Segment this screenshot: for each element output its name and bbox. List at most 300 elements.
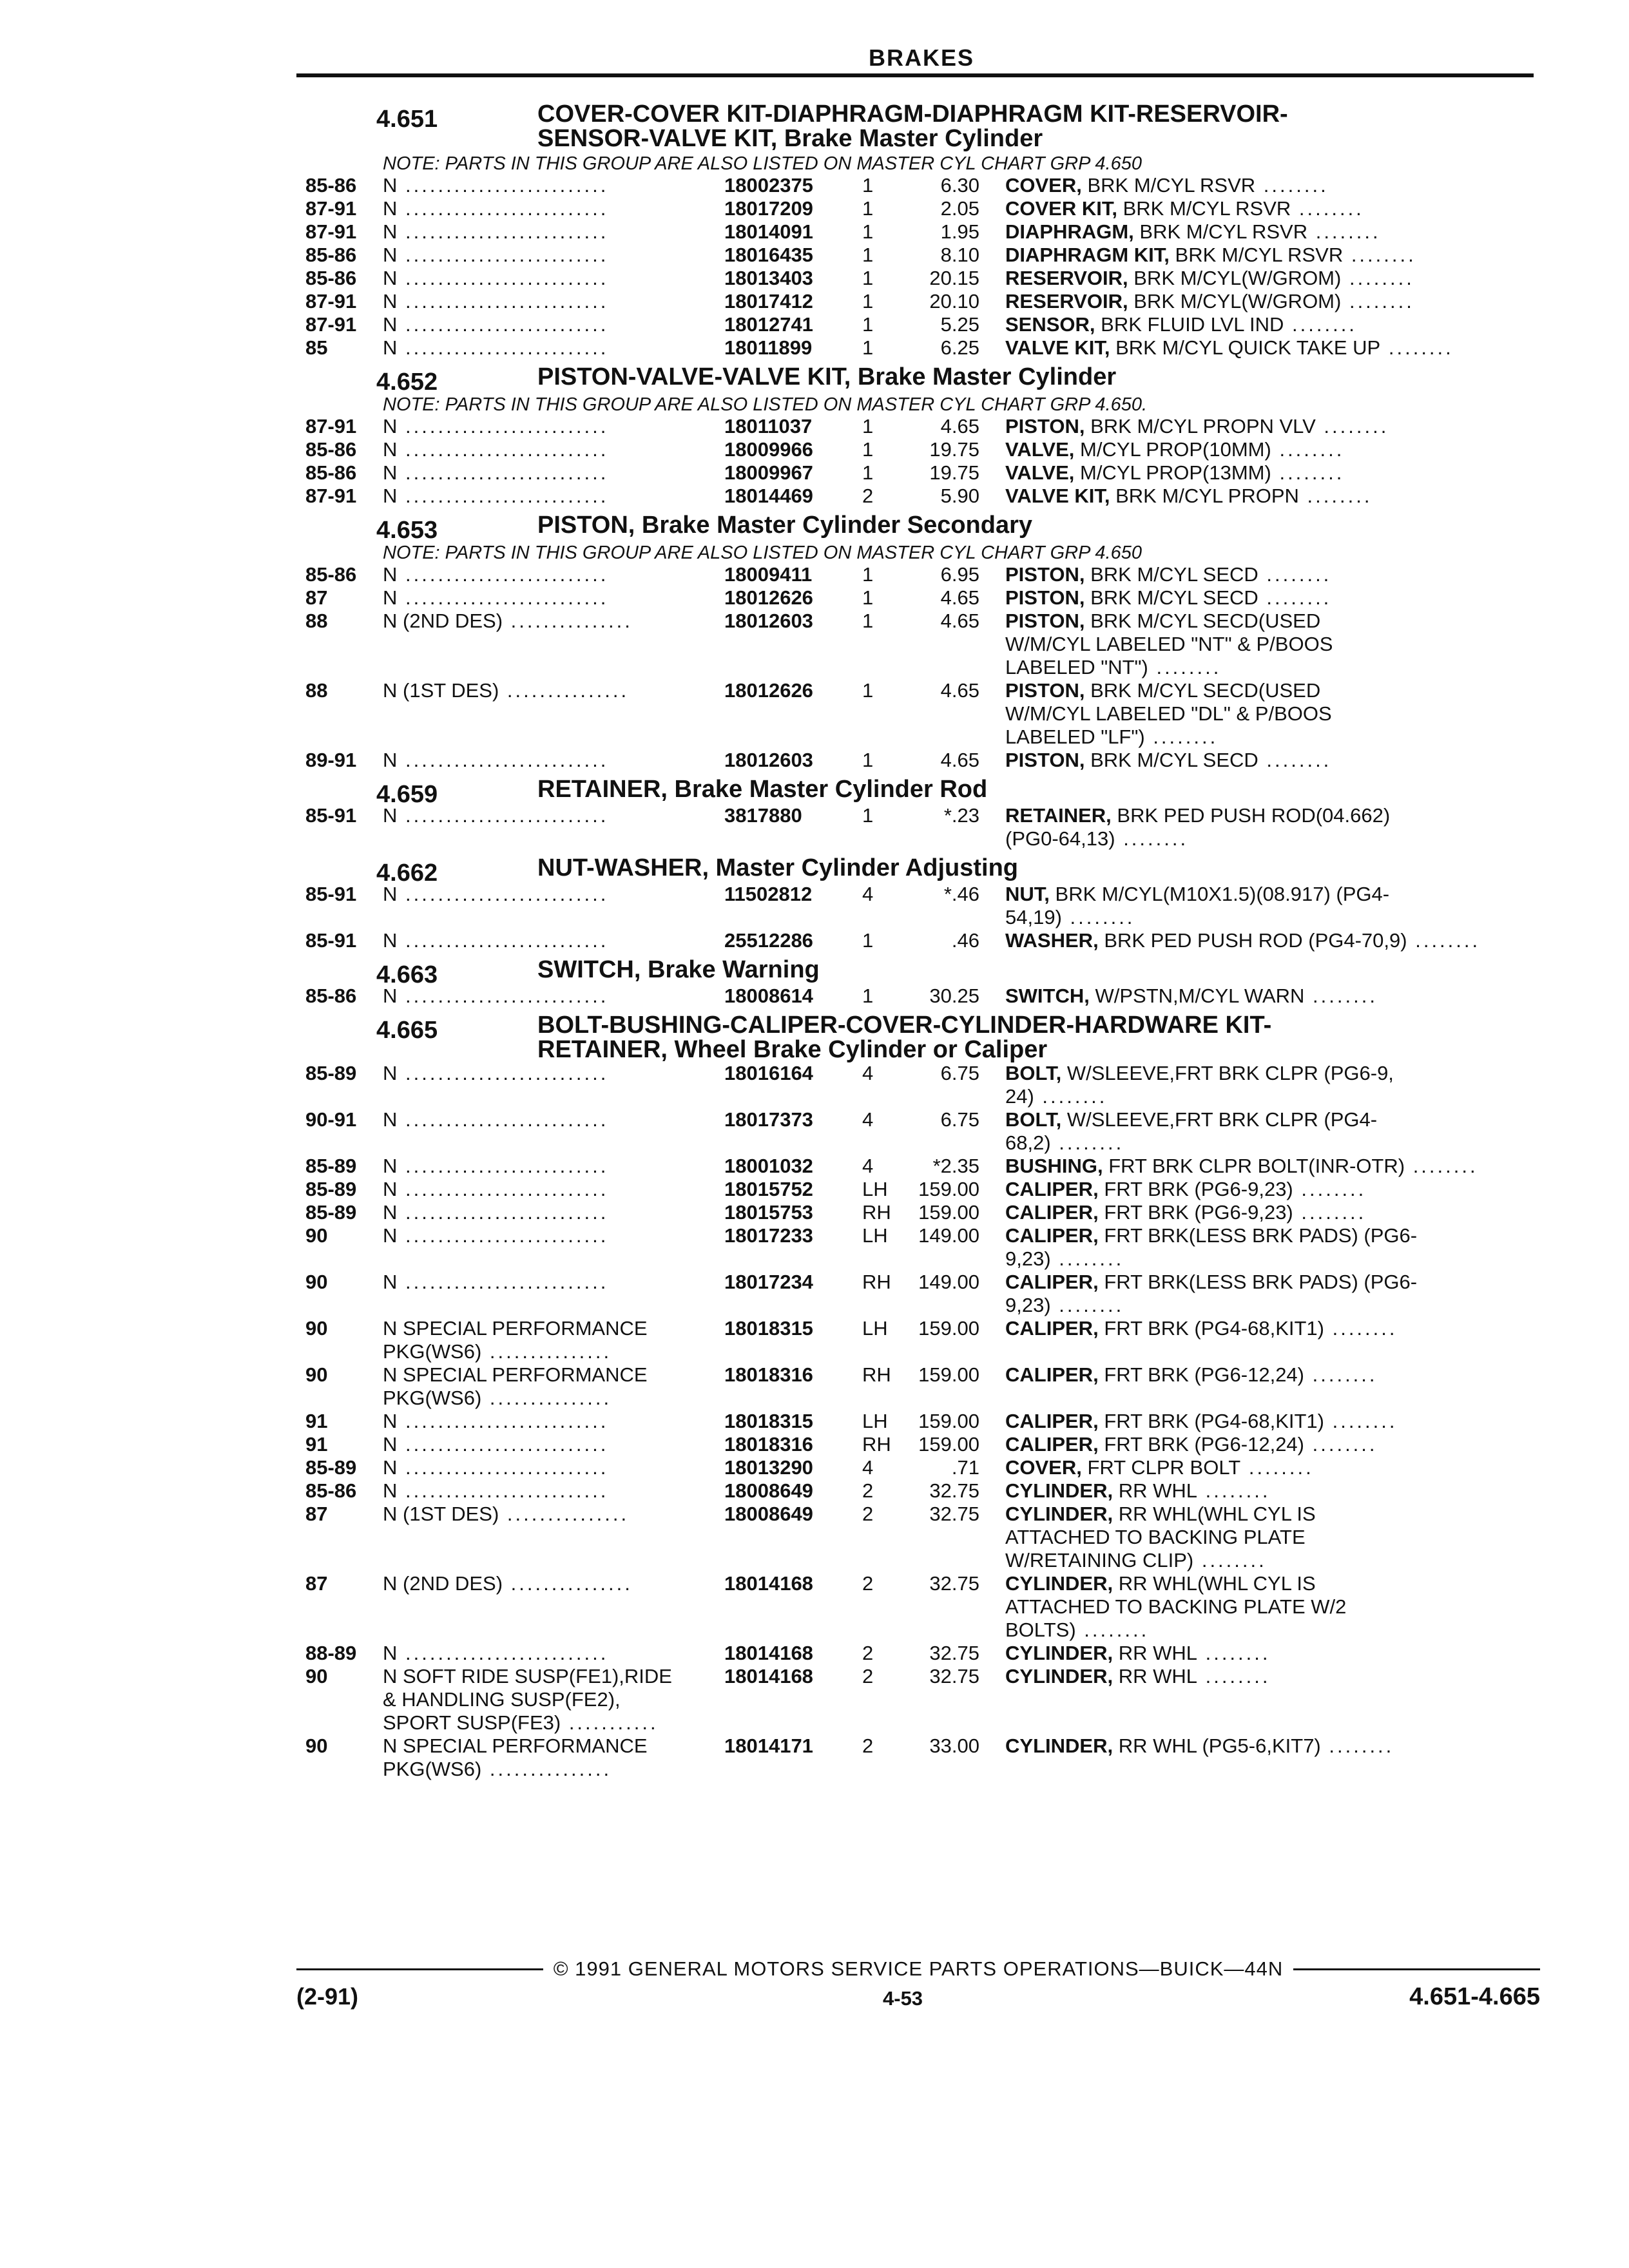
model-usage xyxy=(383,1572,718,1595)
part-number: 18017233 xyxy=(724,1224,813,1247)
model-usage-text: N xyxy=(383,336,398,359)
part-description xyxy=(988,804,1536,850)
part-description-text: BRK PED PUSH ROD(04.662) (PG0-64,13) xyxy=(1005,804,1391,850)
leader-dots: ........ xyxy=(1293,1178,1367,1200)
part-description-text: FRT BRK CLPR BOLT(INR-OTR) xyxy=(1108,1155,1405,1177)
quantity: 1 xyxy=(862,267,874,289)
leader-dots: ......................... xyxy=(397,1456,609,1479)
group-heading xyxy=(305,363,1536,396)
part-row xyxy=(305,336,1536,360)
leader-dots: ........ xyxy=(1343,244,1416,266)
group-title-line-1: PISTON, Brake Master Cylinder Secondary xyxy=(537,512,1033,539)
quantity: 1 xyxy=(862,174,874,197)
part-name: VALVE KIT, xyxy=(1005,485,1110,507)
group-title xyxy=(467,1013,1478,1062)
model-years: 91 xyxy=(305,1433,328,1456)
quantity: 2 xyxy=(862,485,874,507)
part-name: COVER, xyxy=(1005,174,1082,197)
model-years: 90 xyxy=(305,1665,328,1687)
leader-dots: ......................... xyxy=(397,290,609,312)
model-usage xyxy=(383,1433,718,1456)
part-name: CYLINDER, xyxy=(1005,1665,1113,1687)
leader-dots: ........ xyxy=(1197,1665,1271,1687)
part-row xyxy=(305,1155,1536,1178)
part-description-text: W/SLEEVE,FRT BRK CLPR (PG4- 68,2) xyxy=(1005,1108,1378,1154)
part-description-text: BRK M/CYL SECD xyxy=(1090,749,1258,771)
part-row xyxy=(305,415,1536,438)
model-years: 85-86 xyxy=(305,563,357,586)
group-title xyxy=(467,513,1478,537)
part-description xyxy=(988,1456,1536,1479)
part-row xyxy=(305,1317,1536,1363)
part-description xyxy=(988,1410,1536,1433)
price: *.46 xyxy=(943,883,979,905)
model-years: 85-86 xyxy=(305,985,357,1007)
part-description xyxy=(988,197,1536,220)
part-number: 18015753 xyxy=(724,1201,813,1224)
part-description-text: FRT CLPR BOLT xyxy=(1087,1456,1241,1479)
leader-dots: ........ xyxy=(1307,220,1381,243)
part-description-text: BRK M/CYL SECD(USED W/M/CYL LABELED "NT" & P/BOOS LABELED "NT") xyxy=(1005,610,1333,678)
part-row xyxy=(305,485,1536,508)
part-number: 25512286 xyxy=(724,929,813,952)
part-name: CALIPER, xyxy=(1005,1224,1099,1247)
model-usage xyxy=(383,197,718,220)
part-row xyxy=(305,1178,1536,1201)
quantity: 1 xyxy=(862,679,874,702)
price: 159.00 xyxy=(918,1317,979,1340)
model-usage-text: N xyxy=(383,485,398,507)
model-years: 88 xyxy=(305,610,328,632)
part-description xyxy=(988,749,1536,772)
part-row xyxy=(305,883,1536,929)
group-title-line-1: SWITCH, Brake Warning xyxy=(537,956,820,983)
part-number: 18009966 xyxy=(724,438,813,461)
quantity: 1 xyxy=(862,244,874,266)
part-row xyxy=(305,985,1536,1008)
model-usage xyxy=(383,1155,718,1178)
group-title xyxy=(467,365,1478,389)
part-description xyxy=(988,174,1536,197)
price: 1.95 xyxy=(940,220,979,243)
leader-dots: ........ xyxy=(1304,1433,1378,1456)
model-years: 85-91 xyxy=(305,929,357,952)
part-name: PISTON, xyxy=(1005,563,1085,586)
parts-group xyxy=(305,856,1536,952)
part-number: 18009411 xyxy=(724,563,813,586)
model-years: 85-91 xyxy=(305,883,357,905)
part-number: 18009967 xyxy=(724,461,813,484)
part-description xyxy=(988,1479,1536,1503)
part-description xyxy=(988,586,1536,610)
part-description-text: BRK M/CYL PROPN xyxy=(1115,485,1299,507)
model-usage xyxy=(383,244,718,267)
part-name: RESERVOIR, xyxy=(1005,290,1128,312)
part-number: 18018316 xyxy=(724,1433,813,1456)
leader-dots: ........ xyxy=(1324,1317,1398,1340)
model-years: 85-86 xyxy=(305,174,357,197)
part-row xyxy=(305,220,1536,244)
model-years: 90 xyxy=(305,1224,328,1247)
parts-group xyxy=(305,1013,1536,1781)
quantity: 1 xyxy=(862,336,874,359)
price: 20.10 xyxy=(929,290,979,312)
group-heading xyxy=(305,1013,1536,1062)
model-usage xyxy=(383,1271,718,1294)
model-years: 87-91 xyxy=(305,415,357,437)
model-years: 85-86 xyxy=(305,461,357,484)
part-name: SWITCH, xyxy=(1005,985,1090,1007)
part-row xyxy=(305,563,1536,586)
model-years: 89-91 xyxy=(305,749,357,771)
part-name: SENSOR, xyxy=(1005,313,1095,336)
leader-dots: ........ xyxy=(1034,1085,1108,1108)
part-description xyxy=(988,1363,1536,1387)
page-header xyxy=(296,44,1534,77)
part-description xyxy=(988,438,1536,461)
part-name: COVER KIT, xyxy=(1005,197,1117,220)
group-number: 4.651 xyxy=(376,106,438,133)
part-description xyxy=(988,267,1536,290)
leader-dots: ......................... xyxy=(397,929,609,952)
part-name: VALVE, xyxy=(1005,461,1075,484)
model-usage-text: N xyxy=(383,1271,398,1293)
model-usage xyxy=(383,1479,718,1503)
leader-dots: ........ xyxy=(1380,336,1454,359)
model-usage xyxy=(383,1224,718,1247)
part-description-text: RR WHL(WHL CYL IS ATTACHED TO BACKING PLATE W/2 BOLTS) xyxy=(1005,1572,1347,1641)
model-usage-text: N xyxy=(383,1642,398,1664)
part-number: 18012626 xyxy=(724,586,813,609)
part-name: CYLINDER, xyxy=(1005,1572,1113,1595)
leader-dots: ......................... xyxy=(397,749,609,771)
part-name: NUT, xyxy=(1005,883,1050,905)
model-usage xyxy=(383,1410,718,1433)
model-usage-text: N xyxy=(383,985,398,1007)
model-usage-text: N xyxy=(383,290,398,312)
group-title xyxy=(467,957,1478,982)
model-usage xyxy=(383,336,718,360)
leader-dots: ........ xyxy=(1271,438,1345,461)
model-years: 88-89 xyxy=(305,1642,357,1664)
model-usage xyxy=(383,610,718,633)
leader-dots: ........ xyxy=(1315,415,1389,437)
quantity: RH xyxy=(862,1271,891,1293)
part-number: 18001032 xyxy=(724,1155,813,1177)
price: *.23 xyxy=(943,804,979,827)
leader-dots: ......................... xyxy=(397,244,609,266)
leader-dots: ......................... xyxy=(397,1224,609,1247)
model-usage xyxy=(383,985,718,1008)
quantity: LH xyxy=(862,1224,888,1247)
group-number: 4.652 xyxy=(376,369,438,396)
header-rule xyxy=(296,73,1534,77)
part-row xyxy=(305,174,1536,197)
model-years: 85-91 xyxy=(305,804,357,827)
model-usage-text: N xyxy=(383,267,398,289)
part-description-text: W/SLEEVE,FRT BRK CLPR (PG6-9, 24) xyxy=(1005,1062,1394,1108)
model-usage-text: N (1ST DES) xyxy=(383,679,499,702)
model-years: 87-91 xyxy=(305,290,357,312)
leader-dots: ......................... xyxy=(397,267,609,289)
part-row xyxy=(305,1642,1536,1665)
part-name: PISTON, xyxy=(1005,679,1085,702)
group-title xyxy=(467,777,1478,802)
quantity: 4 xyxy=(862,883,874,905)
part-description xyxy=(988,485,1536,508)
part-row xyxy=(305,1456,1536,1479)
quantity: 4 xyxy=(862,1456,874,1479)
part-description xyxy=(988,1503,1536,1572)
footer-rule-right xyxy=(1293,1968,1540,1970)
footer-copyright-line xyxy=(296,1957,1540,1981)
part-name: PISTON, xyxy=(1005,586,1085,609)
price: 159.00 xyxy=(918,1201,979,1224)
part-name: DIAPHRAGM KIT, xyxy=(1005,244,1170,266)
part-name: COVER, xyxy=(1005,1456,1082,1479)
model-usage xyxy=(383,883,718,906)
model-usage-text: N xyxy=(383,1155,398,1177)
part-row xyxy=(305,1665,1536,1735)
part-description xyxy=(988,1062,1536,1108)
model-usage-text: N xyxy=(383,1062,398,1084)
price: .71 xyxy=(951,1456,979,1479)
leader-dots: ........ xyxy=(1320,1735,1394,1757)
page-footer xyxy=(296,1957,1540,2015)
model-years: 87 xyxy=(305,1503,328,1525)
leader-dots: ............... xyxy=(481,1340,612,1363)
quantity: 1 xyxy=(862,313,874,336)
model-usage-text: N SOFT RIDE SUSP(FE1),RIDE & HANDLING SUSP(FE2), SPORT SUSP(FE3) xyxy=(383,1665,672,1734)
model-usage xyxy=(383,1665,718,1735)
price: 149.00 xyxy=(918,1224,979,1247)
group-heading xyxy=(305,854,1536,887)
part-row xyxy=(305,586,1536,610)
part-row xyxy=(305,313,1536,336)
part-number: 18017412 xyxy=(724,290,813,312)
model-usage-text: N xyxy=(383,415,398,437)
part-number: 18011899 xyxy=(724,336,813,359)
leader-dots: ........ xyxy=(1075,1619,1150,1641)
model-years: 85-86 xyxy=(305,438,357,461)
price: 159.00 xyxy=(918,1363,979,1386)
part-description xyxy=(988,1317,1536,1340)
part-name: CYLINDER, xyxy=(1005,1503,1113,1525)
price: 5.90 xyxy=(940,485,979,507)
model-usage-text: N SPECIAL PERFORMANCE PKG(WS6) xyxy=(383,1363,648,1409)
part-description-text: FRT BRK(LESS BRK PADS) (PG6- 9,23) xyxy=(1005,1271,1418,1316)
part-name: WASHER, xyxy=(1005,929,1099,952)
model-years: 87-91 xyxy=(305,485,357,507)
parts-group xyxy=(305,365,1536,508)
quantity: 4 xyxy=(862,1108,874,1131)
group-title-line-1: RETAINER, Brake Master Cylinder Rod xyxy=(537,776,988,803)
quantity: 1 xyxy=(862,749,874,771)
part-number: 18014168 xyxy=(724,1665,813,1687)
leader-dots: ........ xyxy=(1258,749,1332,771)
part-number: 18012603 xyxy=(724,610,813,632)
leader-dots: ........ xyxy=(1240,1456,1314,1479)
part-name: PISTON, xyxy=(1005,610,1085,632)
part-description xyxy=(988,883,1536,929)
part-description xyxy=(988,1271,1536,1317)
price: 159.00 xyxy=(918,1433,979,1456)
group-note: NOTE: PARTS IN THIS GROUP ARE ALSO LISTED ON MASTER CYL CHART GRP 4.650. xyxy=(383,394,1148,415)
part-number: 18016435 xyxy=(724,244,813,266)
part-row xyxy=(305,1572,1536,1642)
model-usage-text: N xyxy=(383,438,398,461)
price: 4.65 xyxy=(940,679,979,702)
part-name: CALIPER, xyxy=(1005,1201,1099,1224)
part-name: CYLINDER, xyxy=(1005,1735,1113,1757)
model-usage xyxy=(383,1317,718,1363)
footer-copyright: © 1991 GENERAL MOTORS SERVICE PARTS OPERATIONS—BUICK—44N xyxy=(553,1957,1284,1980)
model-usage-text: N (2ND DES) xyxy=(383,610,503,632)
model-usage xyxy=(383,1062,718,1085)
part-name: DIAPHRAGM, xyxy=(1005,220,1134,243)
leader-dots: ............... xyxy=(481,1387,612,1409)
model-usage xyxy=(383,461,718,485)
part-description xyxy=(988,1201,1536,1224)
part-name: BOLT, xyxy=(1005,1062,1062,1084)
part-number: 18017209 xyxy=(724,197,813,220)
leader-dots: ........ xyxy=(1197,1642,1271,1664)
leader-dots: ........ xyxy=(1341,267,1414,289)
part-description-text: BRK M/CYL PROPN VLV xyxy=(1090,415,1316,437)
price: 6.95 xyxy=(940,563,979,586)
leader-dots: ......................... xyxy=(397,1178,609,1200)
model-years: 85-86 xyxy=(305,244,357,266)
part-row xyxy=(305,1503,1536,1572)
leader-dots: ........ xyxy=(1407,929,1481,952)
model-usage-text: N xyxy=(383,586,398,609)
part-row xyxy=(305,610,1536,679)
leader-dots: ......................... xyxy=(397,883,609,905)
leader-dots: ........ xyxy=(1304,985,1378,1007)
leader-dots: ........ xyxy=(1258,563,1332,586)
part-row xyxy=(305,679,1536,749)
price: 4.65 xyxy=(940,415,979,437)
part-name: CYLINDER, xyxy=(1005,1642,1113,1664)
quantity: 2 xyxy=(862,1735,874,1757)
model-years: 87-91 xyxy=(305,313,357,336)
price: 6.75 xyxy=(940,1108,979,1131)
leader-dots: ......................... xyxy=(397,485,609,507)
quantity: 1 xyxy=(862,290,874,312)
part-description-text: FRT BRK (PG4-68,KIT1) xyxy=(1104,1317,1324,1340)
model-years: 85-89 xyxy=(305,1178,357,1200)
quantity: 4 xyxy=(862,1062,874,1084)
leader-dots: ......................... xyxy=(397,586,609,609)
part-name: CALIPER, xyxy=(1005,1317,1099,1340)
group-number: 4.653 xyxy=(376,517,438,544)
model-usage-text: N xyxy=(383,1456,398,1479)
leader-dots: ........ xyxy=(1050,1131,1124,1154)
model-usage xyxy=(383,804,718,827)
leader-dots: ......................... xyxy=(397,563,609,586)
part-number: 11502812 xyxy=(724,883,813,905)
part-number: 18016164 xyxy=(724,1062,813,1084)
part-name: CALIPER, xyxy=(1005,1363,1099,1386)
model-usage xyxy=(383,1363,718,1410)
group-heading xyxy=(305,776,1536,808)
parts-listing xyxy=(305,97,1536,1785)
part-description-text: BRK M/CYL RSVR xyxy=(1175,244,1344,266)
price: *2.35 xyxy=(932,1155,979,1177)
model-usage-text: N xyxy=(383,461,398,484)
model-years: 85-89 xyxy=(305,1155,357,1177)
price: 30.25 xyxy=(929,985,979,1007)
price: 4.65 xyxy=(940,610,979,632)
price: 2.05 xyxy=(940,197,979,220)
part-row xyxy=(305,267,1536,290)
part-row xyxy=(305,1271,1536,1317)
part-description xyxy=(988,1665,1536,1688)
quantity: 1 xyxy=(862,804,874,827)
leader-dots: ......................... xyxy=(397,1062,609,1084)
part-number: 18008649 xyxy=(724,1479,813,1502)
part-number: 18018315 xyxy=(724,1317,813,1340)
model-usage xyxy=(383,1108,718,1131)
model-usage xyxy=(383,1201,718,1224)
model-years: 85-86 xyxy=(305,1479,357,1502)
parts-group xyxy=(305,777,1536,850)
leader-dots: ......................... xyxy=(397,220,609,243)
leader-dots: ......................... xyxy=(397,1271,609,1293)
leader-dots: ........ xyxy=(1304,1363,1378,1386)
leader-dots: ......................... xyxy=(397,461,609,484)
part-number: 18012603 xyxy=(724,749,813,771)
part-name: RETAINER, xyxy=(1005,804,1112,827)
parts-group xyxy=(305,513,1536,772)
part-row xyxy=(305,1479,1536,1503)
footer-bottom xyxy=(296,1983,1540,2015)
model-usage-text: N xyxy=(383,1108,398,1131)
model-years: 90-91 xyxy=(305,1108,357,1131)
quantity: LH xyxy=(862,1178,888,1200)
model-usage-text: N xyxy=(383,1410,398,1432)
price: 19.75 xyxy=(929,461,979,484)
part-description xyxy=(988,1108,1536,1155)
price: 32.75 xyxy=(929,1665,979,1687)
leader-dots: ......................... xyxy=(397,1642,609,1664)
part-description-text: FRT BRK (PG6-9,23) xyxy=(1104,1201,1293,1224)
leader-dots: ........ xyxy=(1144,726,1219,748)
leader-dots: ........ xyxy=(1341,290,1414,312)
model-usage xyxy=(383,679,718,702)
leader-dots: ........ xyxy=(1255,174,1329,197)
model-years: 87-91 xyxy=(305,220,357,243)
model-years: 88 xyxy=(305,679,328,702)
group-title xyxy=(467,102,1478,151)
leader-dots: ........ xyxy=(1293,1201,1367,1224)
model-years: 91 xyxy=(305,1410,328,1432)
part-row xyxy=(305,461,1536,485)
model-years: 85-89 xyxy=(305,1062,357,1084)
part-description xyxy=(988,244,1536,267)
group-title-line-1: NUT-WASHER, Master Cylinder Adjusting xyxy=(537,854,1018,881)
leader-dots: ........ xyxy=(1271,461,1345,484)
model-usage-text: N xyxy=(383,1479,398,1502)
part-description-text: FRT BRK (PG6-9,23) xyxy=(1104,1178,1293,1200)
quantity: 1 xyxy=(862,586,874,609)
part-row xyxy=(305,1062,1536,1108)
model-years: 87 xyxy=(305,1572,328,1595)
part-name: CYLINDER, xyxy=(1005,1479,1113,1502)
part-row xyxy=(305,290,1536,313)
part-number: 18014171 xyxy=(724,1735,813,1757)
leader-dots: ......................... xyxy=(397,804,609,827)
